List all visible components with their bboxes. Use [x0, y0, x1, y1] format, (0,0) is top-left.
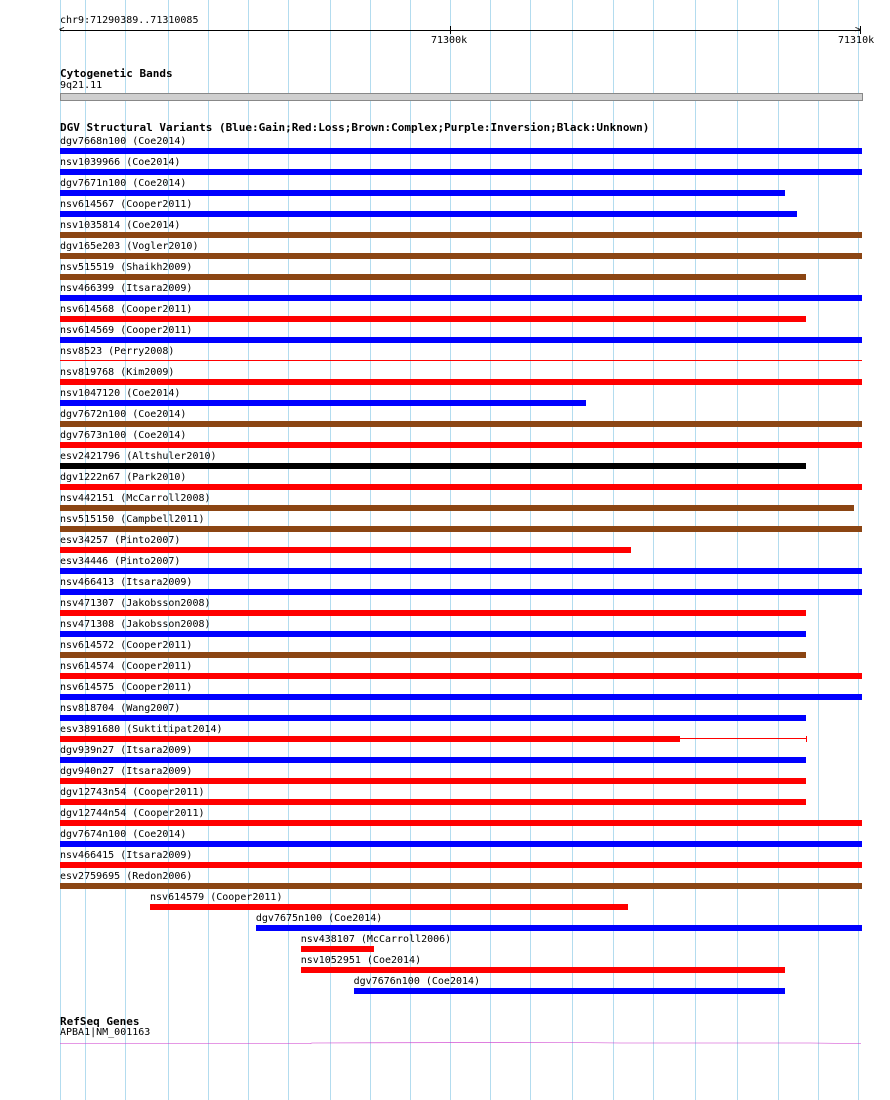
cytoband-track-title: Cytogenetic Bands: [60, 67, 173, 80]
ruler-tick-label: 71300k: [431, 35, 468, 46]
variant-label: nsv818704 (Wang2007): [60, 703, 181, 714]
variant-label: nsv1052951 (Coe2014): [300, 955, 422, 966]
variant-bar[interactable]: [354, 988, 786, 994]
variant-bar[interactable]: [60, 673, 862, 679]
variant-bar[interactable]: [60, 505, 854, 511]
variant-label: esv3891680 (Suktitipat2014): [60, 724, 223, 735]
variant-bar[interactable]: [60, 379, 862, 385]
variant-label: dgv939n27 (Itsara2009): [60, 745, 193, 756]
variant-label: nsv466399 (Itsara2009): [60, 283, 193, 294]
variant-bar[interactable]: [60, 211, 797, 217]
variant-bar[interactable]: [60, 631, 806, 637]
variant-bar[interactable]: [60, 442, 862, 448]
variant-end-tick: [806, 736, 807, 742]
variant-label: nsv466415 (Itsara2009): [60, 850, 193, 861]
variant-label: dgv7674n100 (Coe2014): [60, 829, 187, 840]
variant-bar[interactable]: [60, 148, 862, 154]
region-coordinates: chr9:71290389..71310085: [60, 15, 199, 26]
variant-bar[interactable]: [60, 274, 806, 280]
gene-label: APBA1|NM_001163: [60, 1027, 151, 1038]
ruler-right-arrow-icon: >: [855, 25, 861, 35]
cytoband-label: 9q21.11: [60, 80, 103, 91]
variant-label: nsv8523 (Perry2008): [60, 346, 175, 357]
variant-label: nsv442151 (McCarroll2008): [60, 493, 211, 504]
variant-bar[interactable]: [60, 652, 806, 658]
variant-bar[interactable]: [60, 337, 862, 343]
variant-label: nsv466413 (Itsara2009): [60, 577, 193, 588]
variant-label: dgv940n27 (Itsara2009): [60, 766, 193, 777]
variant-bar[interactable]: [60, 526, 862, 532]
variant-label: nsv819768 (Kim2009): [60, 367, 175, 378]
variant-label: nsv614579 (Cooper2011): [150, 892, 283, 903]
variant-bar[interactable]: [60, 841, 862, 847]
variant-bar[interactable]: [60, 715, 806, 721]
variant-label: dgv12744n54 (Cooper2011): [60, 808, 205, 819]
variant-bar[interactable]: [60, 484, 862, 490]
variant-label: dgv7673n100 (Coe2014): [60, 430, 187, 441]
variant-label: dgv7675n100 (Coe2014): [255, 913, 383, 924]
variant-bar[interactable]: [60, 589, 862, 595]
variant-label: nsv1039966 (Coe2014): [60, 157, 181, 168]
variant-label: nsv1035814 (Coe2014): [60, 220, 181, 231]
variant-label: nsv471307 (Jakobsson2008): [60, 598, 211, 609]
variant-bar[interactable]: [60, 883, 862, 889]
variant-bar[interactable]: [60, 757, 806, 763]
variant-label: esv2421796 (Altshuler2010): [60, 451, 217, 462]
variant-label: nsv614572 (Cooper2011): [60, 640, 193, 651]
variant-bar[interactable]: [60, 610, 806, 616]
variant-label: esv34446 (Pinto2007): [60, 556, 181, 567]
variant-bar[interactable]: [60, 736, 679, 742]
variant-bar[interactable]: [60, 360, 862, 361]
variant-bar[interactable]: [60, 862, 862, 868]
variant-bar[interactable]: [256, 925, 862, 931]
gene-feature-apba1[interactable]: [60, 1042, 861, 1044]
ruler-tick-label: 71310k: [838, 35, 875, 46]
dgv-track-title: DGV Structural Variants (Blue:Gain;Red:Loss;Brown:Complex;Purple:Inversion;Black:Unknown): [60, 121, 650, 134]
variant-label: dgv12743n54 (Cooper2011): [60, 787, 205, 798]
variant-label: nsv471308 (Jakobsson2008): [60, 619, 211, 630]
variant-label: nsv614569 (Cooper2011): [60, 325, 193, 336]
variant-label: dgv7668n100 (Coe2014): [60, 136, 187, 147]
variant-bar[interactable]: [60, 295, 862, 301]
variant-bar[interactable]: [301, 967, 786, 973]
variant-bar[interactable]: [60, 799, 806, 805]
variant-label: dgv7671n100 (Coe2014): [60, 178, 187, 189]
variant-end-tick: [679, 736, 680, 742]
variant-bar[interactable]: [60, 232, 862, 238]
variant-bar-extension[interactable]: [679, 738, 805, 739]
variant-bar[interactable]: [150, 904, 628, 910]
variant-label: nsv614575 (Cooper2011): [60, 682, 193, 693]
variant-label: nsv515519 (Shaikh2009): [60, 262, 193, 273]
variant-bar[interactable]: [60, 463, 806, 469]
variant-label: dgv1222n67 (Park2010): [60, 472, 187, 483]
variant-bar[interactable]: [60, 820, 862, 826]
variant-label: nsv1047120 (Coe2014): [60, 388, 181, 399]
variant-bar[interactable]: [60, 568, 862, 574]
variant-bar[interactable]: [60, 316, 806, 322]
variant-label: esv2759695 (Redon2006): [60, 871, 193, 882]
variant-bar[interactable]: [60, 547, 631, 553]
variant-label: dgv7676n100 (Coe2014): [353, 976, 481, 987]
variant-bar[interactable]: [60, 421, 862, 427]
variant-bar[interactable]: [60, 778, 806, 784]
refseq-track-title: RefSeq Genes: [60, 1015, 140, 1028]
variant-label: nsv614568 (Cooper2011): [60, 304, 193, 315]
variant-label: nsv614567 (Cooper2011): [60, 199, 193, 210]
variant-bar[interactable]: [301, 946, 374, 952]
variant-label: dgv7672n100 (Coe2014): [60, 409, 187, 420]
variant-label: esv34257 (Pinto2007): [60, 535, 181, 546]
variant-bar[interactable]: [60, 400, 586, 406]
variant-label: nsv438107 (McCarroll2006): [300, 934, 452, 945]
variant-label: nsv515150 (Campbell2011): [60, 514, 205, 525]
variant-label: dgv165e203 (Vogler2010): [60, 241, 199, 252]
variant-bar[interactable]: [60, 169, 862, 175]
variant-bar[interactable]: [60, 253, 862, 259]
variant-bar[interactable]: [60, 190, 785, 196]
variant-bar[interactable]: [60, 694, 862, 700]
variant-label: nsv614574 (Cooper2011): [60, 661, 193, 672]
